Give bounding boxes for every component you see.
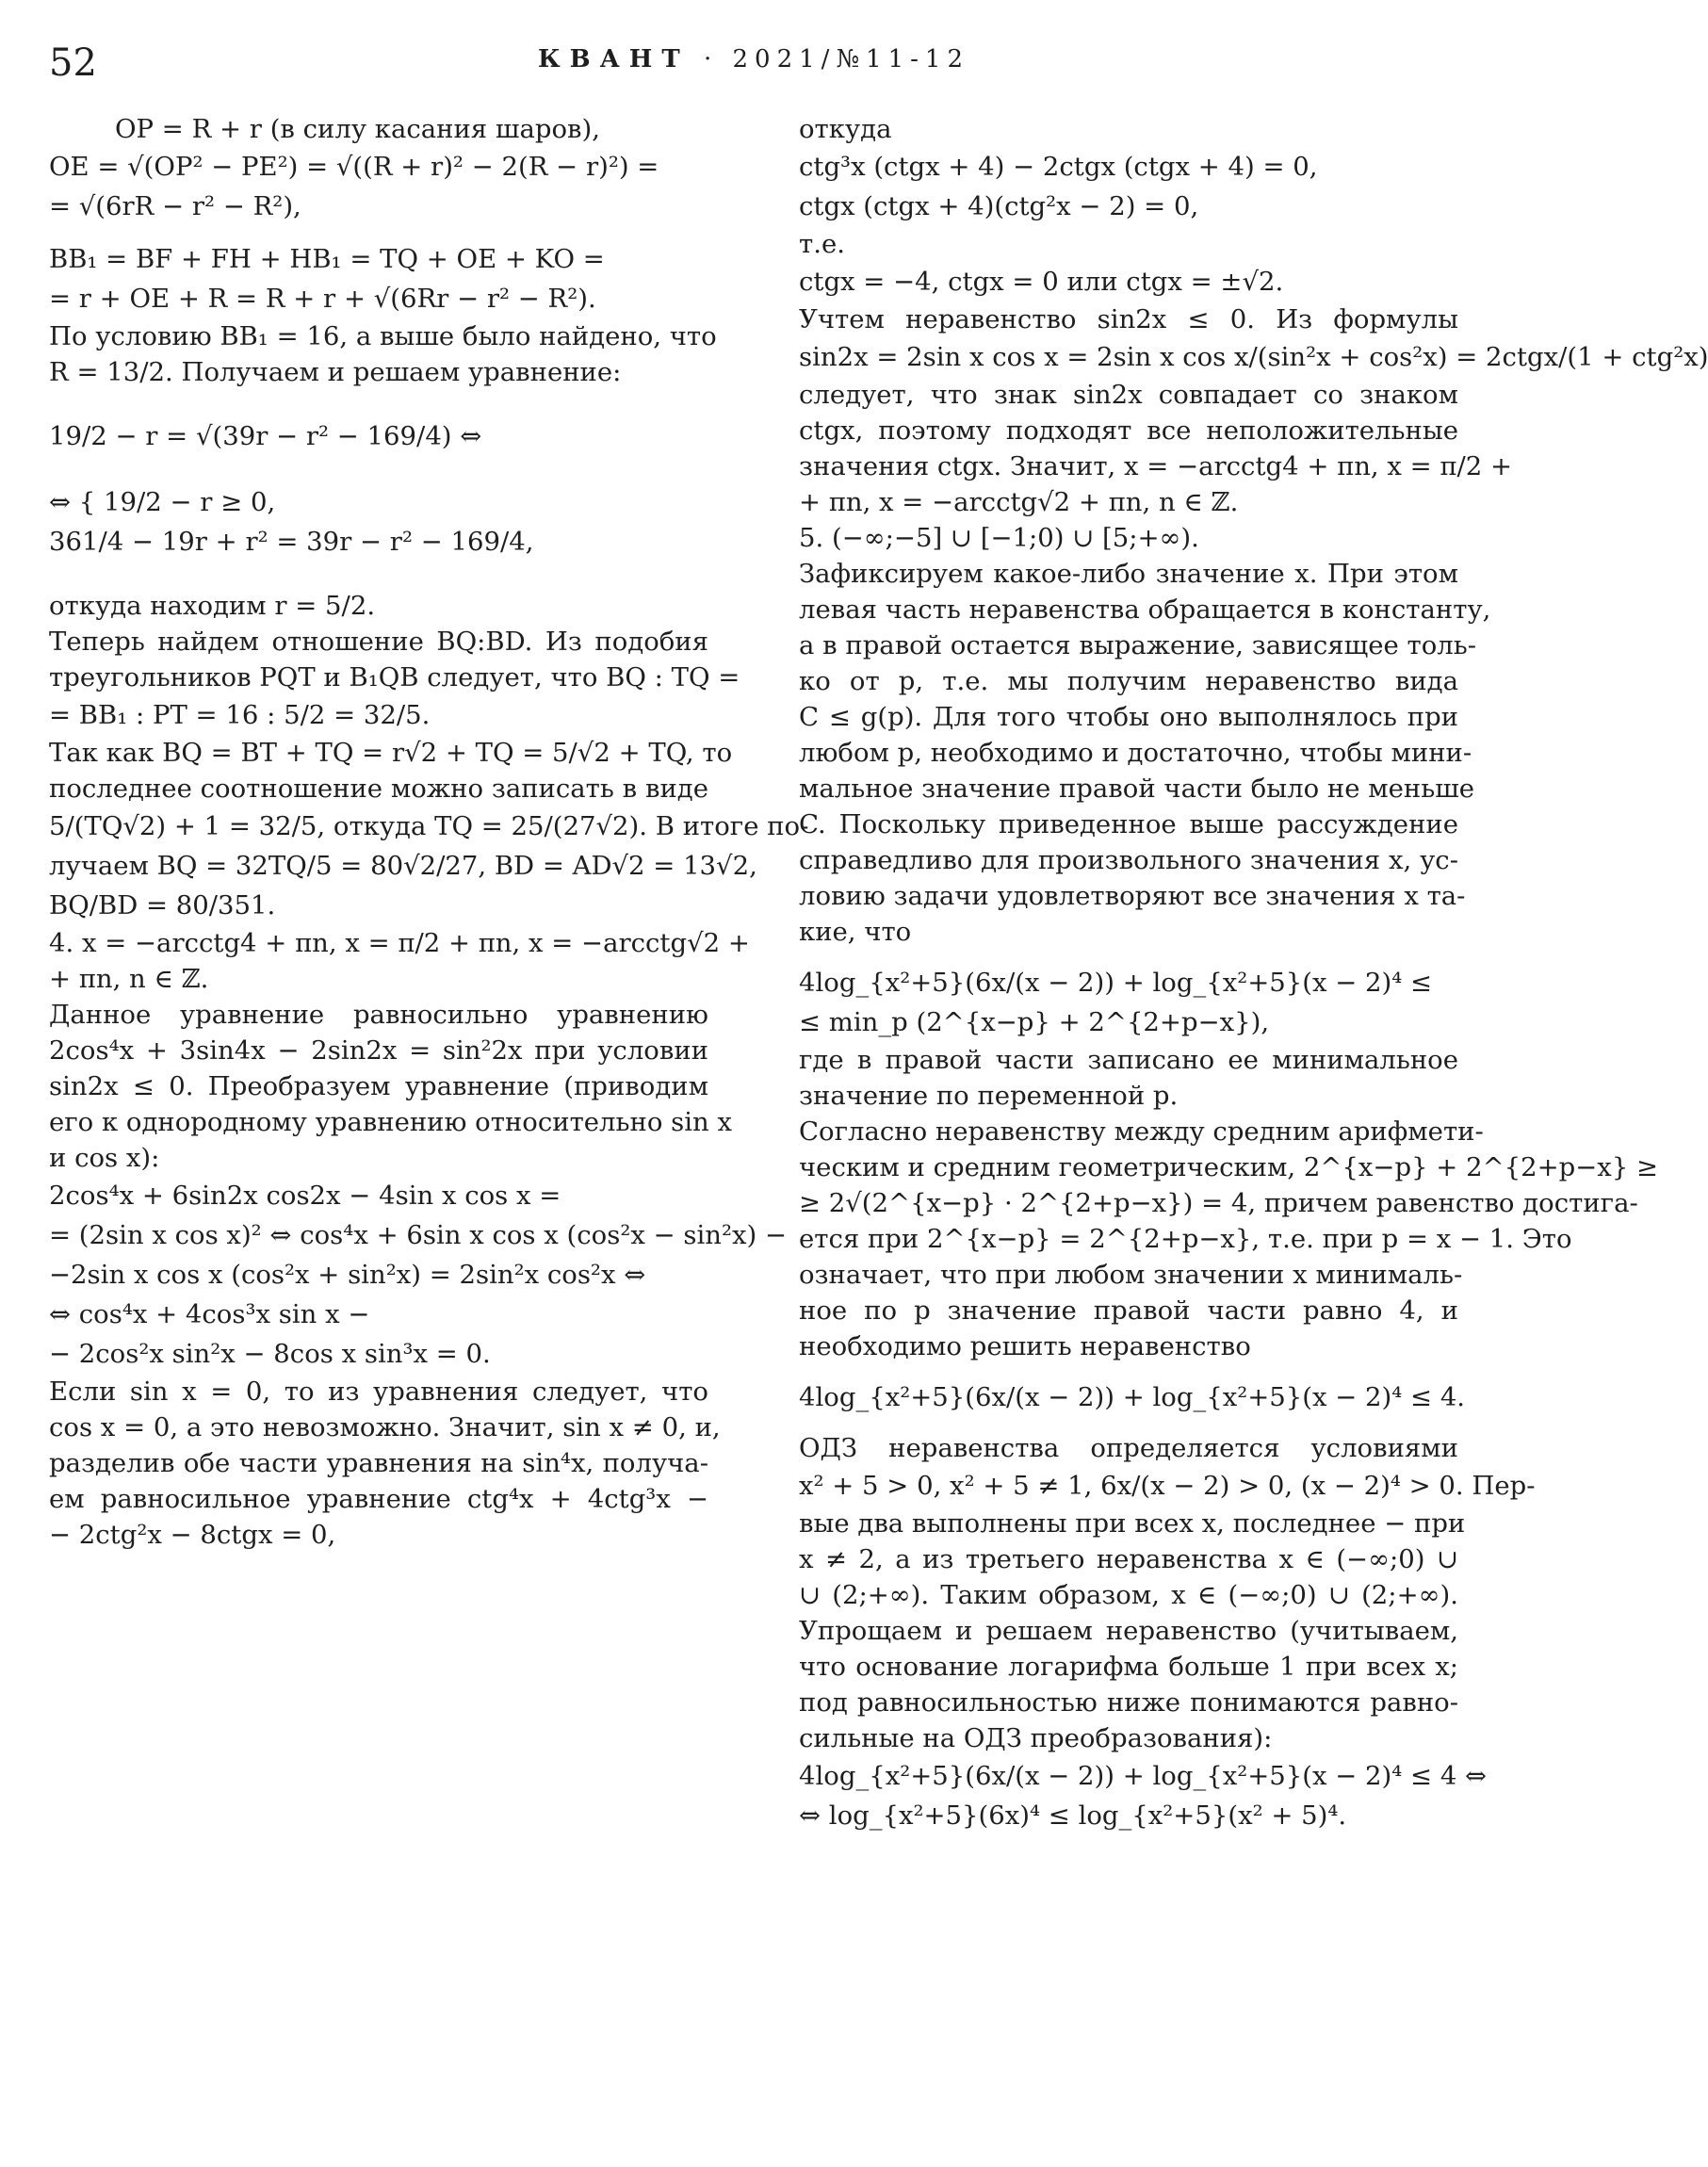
text-line: любом p, необходимо и достаточно, чтобы мини- xyxy=(799,738,1472,768)
formula-line: 5/(TQ√2) + 1 = 32/5, откуда TQ = 25/(27√2). В итоге по- xyxy=(49,811,809,841)
formula-line: x² + 5 > 0, x² + 5 ≠ 1, 6x/(x − 2) > 0, (x − 2)⁴ > 0. Пер- xyxy=(799,1471,1536,1501)
text-line: ОДЗ неравенства определяется условиями xyxy=(799,1433,1458,1463)
text-line: ное по p значение правой части равно 4, и xyxy=(799,1295,1458,1326)
text-line: ловию задачи удовлетворяют все значения x та- xyxy=(799,881,1466,911)
text-line: Если sin x = 0, то из уравнения следует, что xyxy=(49,1377,708,1407)
text-line: сильные на ОДЗ преобразования): xyxy=(799,1723,1273,1753)
text-line: Данное уравнение равносильно уравнению xyxy=(49,1000,708,1030)
formula-line: − 2cos²x sin²x − 8cos x sin³x = 0. xyxy=(49,1339,491,1369)
text-line: следует, что знак sin2x совпадает со знаком xyxy=(799,380,1458,410)
text-line: ctgx, поэтому подходят все неположительные xyxy=(799,415,1458,446)
text-line: мальное значение правой части было не меньше xyxy=(799,774,1475,804)
text-line: sin2x ≤ 0. Преобразуем уравнение (приводим xyxy=(49,1071,708,1101)
formula-line: ⇔ log_{x²+5}(6x)⁴ ≤ log_{x²+5}(x² + 5)⁴. xyxy=(799,1800,1347,1831)
text-line: OP = R + r (в силу касания шаров), xyxy=(115,114,600,144)
text-line: последнее соотношение можно записать в виде xyxy=(49,774,708,804)
text-line: Теперь найдем отношение BQ:BD. Из подобия xyxy=(49,627,708,657)
text-line: его к однородному уравнению относительно sin x xyxy=(49,1107,732,1137)
text-line: где в правой части записано ее минимальное xyxy=(799,1045,1458,1075)
text-line: т.е. xyxy=(799,229,845,259)
formula-line: 4log_{x²+5}(6x/(x − 2)) + log_{x²+5}(x − 2)⁴ ≤ 4. xyxy=(799,1382,1466,1412)
journal-title: КВАНТ xyxy=(538,45,690,73)
formula-line: = (2sin x cos x)² ⇔ cos⁴x + 6sin x cos x (cos²x − sin²x) − xyxy=(49,1220,788,1250)
text-line: C. Поскольку приведенное выше рассуждение xyxy=(799,809,1458,839)
text-line: справедливо для произвольного значения x, ус- xyxy=(799,845,1458,875)
text-line: cos x = 0, а это невозможно. Значит, sin x ≠ 0, и, xyxy=(49,1412,721,1442)
formula-line: −2sin x cos x (cos²x + sin²x) = 2sin²x cos²x ⇔ xyxy=(49,1260,646,1290)
text-line: x ≠ 2, а из третьего неравенства x ∈ (−∞;0) ∪ xyxy=(799,1544,1458,1574)
text-line: значения ctgx. Значит, x = −arcctg4 + πn, x = π/2 + xyxy=(799,451,1513,481)
text-line: − 2ctg²x − 8ctgx = 0, xyxy=(49,1520,336,1550)
right-column xyxy=(799,111,1708,2137)
text-line: ≥ 2√(2^{x−p} · 2^{2+p−x}) = 4, причем равенство достига- xyxy=(799,1188,1638,1218)
text-line: разделив обе части уравнения на sin⁴x, получа- xyxy=(49,1448,708,1478)
formula-line: 2cos⁴x + 6sin2x cos2x − 4sin x cos x = xyxy=(49,1181,561,1211)
text-line: R = 13/2. Получаем и решаем уравнение: xyxy=(49,357,622,387)
text-line: Согласно неравенству между средним арифмети- xyxy=(799,1116,1484,1147)
answer-line: 5. (−∞;−5] ∪ [−1;0) ∪ [5;+∞). xyxy=(799,523,1199,553)
text-line: + πn, n ∈ ℤ. xyxy=(49,964,209,994)
formula-line: sin2x = 2sin x cos x = 2sin x cos x/(sin²x + cos²x) = 2ctgx/(1 + ctg²x) xyxy=(799,342,1708,372)
formula-line: ⇔ { 19/2 − r ≥ 0, xyxy=(49,487,276,517)
formula-line: 19/2 − r = √(39r − r² − 169/4) ⇔ xyxy=(49,421,482,451)
formula-line: ⇔ cos⁴x + 4cos³x sin x − xyxy=(49,1299,370,1329)
text-line: Упрощаем и решаем неравенство (учитываем, xyxy=(799,1616,1458,1646)
text-line: а в правой остается выражение, зависящее толь- xyxy=(799,630,1477,660)
text-line: ко от p, т.е. мы получим неравенство вида xyxy=(799,666,1458,696)
formula-line: = BB₁ : PT = 16 : 5/2 = 32/5. xyxy=(49,700,431,730)
formula-line: ctg³x (ctgx + 4) − 2ctgx (ctgx + 4) = 0, xyxy=(799,152,1318,182)
text-line: ческим и средним геометрическим, 2^{x−p} + 2^{2+p−x} ≥ xyxy=(799,1152,1659,1182)
text-line: ем равносильное уравнение ctg⁴x + 4ctg³x − xyxy=(49,1484,708,1514)
formula-line: 4log_{x²+5}(6x/(x − 2)) + log_{x²+5}(x − 2)⁴ ≤ 4 ⇔ xyxy=(799,1761,1488,1791)
text-line: C ≤ g(p). Для того чтобы оно выполнялось при xyxy=(799,702,1458,732)
text-line: Так как BQ = BT + TQ = r√2 + TQ = 5/√2 + TQ, то xyxy=(49,738,733,768)
formula-line: ctgx (ctgx + 4)(ctg²x − 2) = 0, xyxy=(799,191,1199,221)
issue-info: · 2021/№11-12 xyxy=(703,45,969,73)
text-line: означает, что при любом значении x минималь- xyxy=(799,1260,1463,1290)
formula-line: ≤ min_p (2^{x−p} + 2^{2+p−x}), xyxy=(799,1007,1270,1037)
formula-line: 4log_{x²+5}(6x/(x − 2)) + log_{x²+5}(x − 2)⁴ ≤ xyxy=(799,968,1433,998)
formula-line: = r + OE + R = R + r + √(6Rr − r² − R²). xyxy=(49,284,596,314)
text-line: откуда находим r = 5/2. xyxy=(49,591,376,621)
formula-line: BQ/BD = 80/351. xyxy=(49,890,276,921)
text-line: значение по переменной p. xyxy=(799,1081,1179,1111)
text-line: По условию BB₁ = 16, а выше было найдено, что xyxy=(49,321,717,351)
formula-line: 361/4 − 19r + r² = 39r − r² − 169/4, xyxy=(49,527,534,557)
running-header xyxy=(0,45,1507,73)
text-line: ∪ (2;+∞). Таким образом, x ∈ (−∞;0) ∪ (2;+∞). xyxy=(799,1580,1458,1610)
formula-line: лучаем BQ = 32TQ/5 = 80√2/27, BD = AD√2 = 13√2, xyxy=(49,851,757,881)
text-line: левая часть неравенства обращается в константу, xyxy=(799,595,1491,625)
formula-line: ctgx = −4, ctgx = 0 или ctgx = ±√2. xyxy=(799,267,1284,297)
text-line: что основание логарифма больше 1 при всех x; xyxy=(799,1652,1458,1682)
text-line: Учтем неравенство sin2x ≤ 0. Из формулы xyxy=(799,304,1458,334)
text-line: + πn, x = −arcctg√2 + πn, n ∈ ℤ. xyxy=(799,487,1239,517)
text-line: вые два выполнены при всех x, последнее − при xyxy=(799,1508,1466,1539)
text-line: ется при 2^{x−p} = 2^{2+p−x}, т.е. при p = x − 1. Это xyxy=(799,1224,1572,1254)
text-line: 4. x = −arcctg4 + πn, x = π/2 + πn, x = −arcctg√2 + xyxy=(49,928,750,958)
text-line: необходимо решить неравенство xyxy=(799,1331,1251,1361)
page-number: 52 xyxy=(49,41,97,85)
left-column xyxy=(49,111,809,2137)
text-line: Зафиксируем какое-либо значение x. При этом xyxy=(799,559,1458,589)
text-line: откуда xyxy=(799,114,892,144)
text-line: под равносильностью ниже понимаются равно- xyxy=(799,1687,1458,1718)
formula-line: OE = √(OP² − PE²) = √((R + r)² − 2(R − r)²) = xyxy=(49,152,659,182)
text-line: 2cos⁴x + 3sin4x − 2sin2x = sin²2x при условии xyxy=(49,1035,708,1066)
text-line: кие, что xyxy=(799,917,912,947)
text-line: треугольников PQT и B₁QB следует, что BQ : TQ = xyxy=(49,662,740,692)
text-line: и cos x): xyxy=(49,1143,160,1173)
formula-line: BB₁ = BF + FH + HB₁ = TQ + OE + KO = xyxy=(49,244,605,274)
formula-line: = √(6rR − r² − R²), xyxy=(49,191,301,221)
